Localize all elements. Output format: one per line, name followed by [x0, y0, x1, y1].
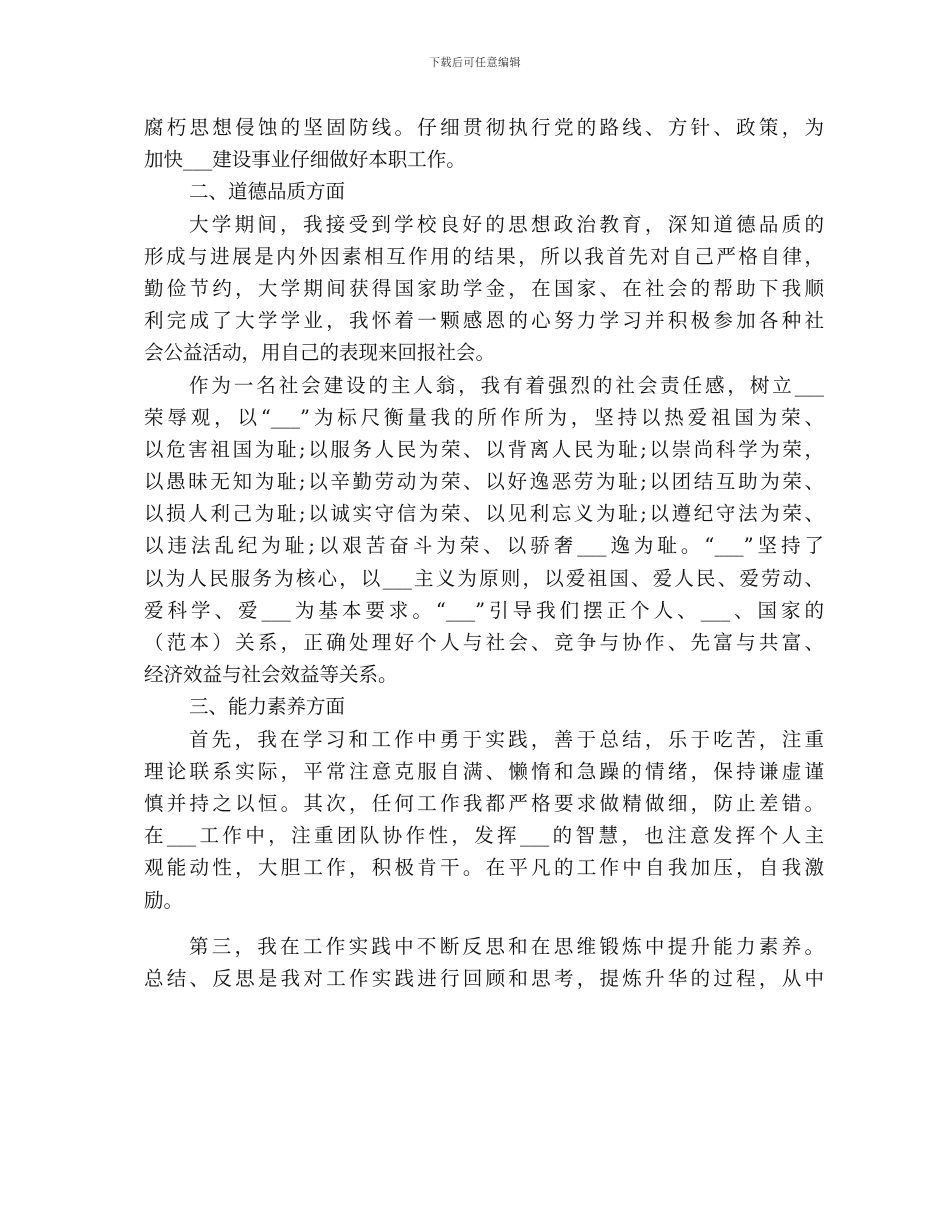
- text-line: 勤俭节约，大学期间获得国家助学金，在国家、在社会的帮助下我顺: [144, 276, 824, 300]
- paragraph-gap: [144, 917, 824, 931]
- text-line: 大学期间，我接受到学校良好的思想政治教育，深知道德品质的: [189, 212, 824, 236]
- text-line: 以愚昧无知为耻;以辛勤劳动为荣、以好逸恶劳为耻;以团结互助为荣、: [144, 470, 824, 494]
- text-line: 二、道德品质方面: [189, 180, 346, 204]
- text-line: 经济效益与社会效益等关系。: [144, 663, 398, 687]
- text-line: 理论联系实际，平常注意克服自满、懒惰和急躁的情绪，保持谦虚谨: [144, 759, 824, 783]
- text-line: 第三，我在工作实践中不断反思和在思维锻炼中提升能力素养。: [189, 934, 824, 958]
- text-line: 励。: [144, 888, 184, 912]
- text-line: 以为人民服务为核心，以___主义为原则，以爱祖国、爱人民、爱劳动、: [144, 566, 824, 590]
- text-line: 作为一名社会建设的主人翁，我有着强烈的社会责任感，树立___: [189, 373, 824, 397]
- text-line: 以危害祖国为耻;以服务人民为荣、以背离人民为耻;以崇尚科学为荣，: [144, 437, 824, 461]
- text-line: 腐朽思想侵蚀的坚固防线。仔细贯彻执行党的路线、方针、政策，为: [144, 116, 824, 139]
- text-line: 以违法乱纪为耻;以艰苦奋斗为荣、以骄奢___逸为耻。“___”坚持了: [144, 534, 824, 558]
- text-line: 加快___建设事业仔细做好本职工作。: [144, 148, 466, 172]
- text-line: 会公益活动，用自己的表现来回报社会。: [144, 341, 496, 365]
- text-line: 三、能力素养方面: [189, 695, 346, 719]
- text-line: 荣辱观，以“___”为标尺衡量我的所作所为，坚持以热爱祖国为荣、: [144, 405, 824, 429]
- text-line: （范本）关系，正确处理好个人与社会、竞争与协作、先富与共富、: [144, 631, 824, 654]
- text-line: 总结、反思是我对工作实践进行回顾和思考，提炼升华的过程，从中: [144, 966, 824, 990]
- text-line: 以损人利己为耻;以诚实守信为荣、以见利忘义为耻;以遵纪守法为荣、: [144, 502, 824, 526]
- document-body: [144, 112, 824, 995]
- text-line: 在___工作中，注重团队协作性，发挥___的智慧，也注意发挥个人主: [144, 824, 824, 848]
- text-line: 爱科学、爱___为基本要求。“___”引导我们摆正个人、___、国家的: [144, 598, 824, 622]
- text-line: 形成与进展是内外因素相互作用的结果，所以我首先对自己严格自律，: [144, 244, 824, 268]
- text-line: 观能动性，大胆工作，积极肯干。在平凡的工作中自我加压，自我激: [144, 856, 824, 880]
- text-line: 慎并持之以恒。其次，任何工作我都严格要求做精做细，防止差错。: [144, 791, 824, 815]
- page-header: 下载后可任意编辑: [429, 56, 521, 69]
- text-line: 利完成了大学学业，我怀着一颗感恩的心努力学习并积极参加各种社: [144, 309, 824, 333]
- text-line: 首先，我在学习和工作中勇于实践，善于总结，乐于吃苦，注重: [189, 727, 824, 751]
